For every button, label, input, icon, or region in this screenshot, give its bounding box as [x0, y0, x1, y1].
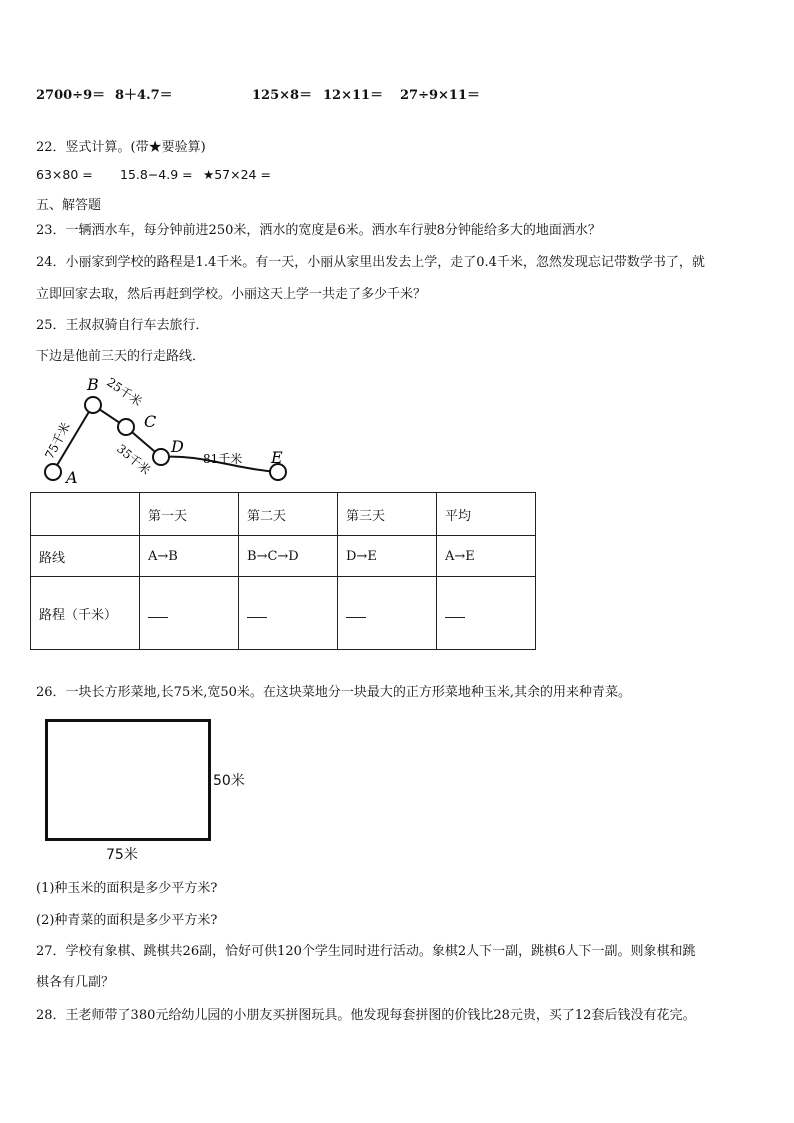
q26-sub1: (1)种玉米的面积是多少平方米? [36, 881, 218, 896]
point-label: D [171, 437, 184, 456]
answer-blank[interactable] [445, 605, 465, 618]
route-point [85, 397, 101, 413]
q27-line1: 27．学校有象棋、跳棋共26副，恰好可供120个学生同时进行活动。象棋2人下一副，跳棋6人下一副。则象棋和跳 [36, 944, 696, 959]
table-cell: 平均 [437, 493, 536, 536]
table-cell [31, 493, 140, 536]
vegetable-field-rectangle [45, 719, 211, 841]
q26-text: 26．一块长方形菜地,长75米,宽50米。在这块菜地分一块最大的正方形菜地种玉米,其余的用来种青菜。 [36, 685, 632, 700]
table-cell: 路线 [31, 536, 140, 577]
table-cell: A→E [437, 536, 536, 577]
route-point [153, 449, 169, 465]
q24-line2: 立即回家去取，然后再赶到学校。小丽这天上学一共走了多少千米？ [36, 287, 427, 302]
distance-label: 75千米 [42, 420, 74, 462]
point-label: B [87, 375, 99, 394]
distance-label: 81千米 [203, 452, 243, 466]
table-cell: 路程（千米） [31, 577, 140, 650]
table-cell: 第一天 [140, 493, 239, 536]
width-label: 50米 [213, 773, 245, 789]
calc-row [0, 84, 794, 103]
route-diagram [30, 372, 330, 490]
table-cell: A→B [140, 536, 239, 577]
q24-line1: 24．小丽家到学校的路程是1.4千米。有一天，小丽从家里出发去上学，走了0.4千米，忽然发现忘记带数学书了，就 [36, 255, 705, 270]
calc-item: 8＋4.7＝ [115, 88, 173, 103]
section-title: 五、解答题 [36, 198, 102, 213]
route-table [30, 492, 536, 650]
point-label: E [271, 448, 283, 467]
q27-line2: 棋各有几副？ [36, 975, 115, 990]
q22-item: 63×80 = [36, 167, 93, 182]
table-cell: B→C→D [239, 536, 338, 577]
table-cell: 第三天 [338, 493, 437, 536]
q22-item: ★57×24 = [203, 167, 271, 182]
q26-sub2: (2)种青菜的面积是多少平方米? [36, 913, 218, 928]
answer-cell[interactable] [239, 577, 338, 650]
calc-item: 12×11＝ [323, 88, 384, 103]
point-label: C [144, 412, 157, 431]
q23-text: 23．一辆洒水车，每分钟前进250米，洒水的宽度是6米。洒水车行驶8分钟能给多大的地面洒水？ [36, 223, 601, 238]
answer-blank[interactable] [346, 605, 366, 618]
table-row [31, 536, 536, 577]
q22-title: 22．竖式计算。(带★要验算) [36, 140, 206, 155]
calc-item: 2700÷9＝ [36, 88, 106, 103]
distance-label: 35千米 [114, 441, 154, 478]
answer-blank[interactable] [148, 605, 168, 618]
route-point [118, 419, 134, 435]
answer-cell[interactable] [140, 577, 239, 650]
answer-cell[interactable] [338, 577, 437, 650]
q25-line1: 25．王叔叔骑自行车去旅行． [36, 318, 209, 333]
answer-blank[interactable] [247, 605, 267, 618]
table-row [31, 493, 536, 536]
q22-item: 15.8−4.9 = [120, 167, 193, 182]
table-cell: 第二天 [239, 493, 338, 536]
route-point [45, 464, 61, 480]
length-label: 75米 [106, 847, 138, 863]
point-label: A [66, 468, 78, 487]
table-row [31, 577, 536, 650]
q25-line2: 下边是他前三天的行走路线． [36, 349, 206, 364]
calc-item: 27÷9×11＝ [400, 88, 481, 103]
distance-label: 25千米 [104, 374, 145, 409]
answer-cell[interactable] [437, 577, 536, 650]
table-cell: D→E [338, 536, 437, 577]
q28-text: 28．王老师带了380元给幼儿园的小朋友买拼图玩具。他发现每套拼图的价钱比28元贵，买了12套后钱没有花完。 [36, 1008, 696, 1023]
calc-item: 125×8＝ [252, 88, 313, 103]
